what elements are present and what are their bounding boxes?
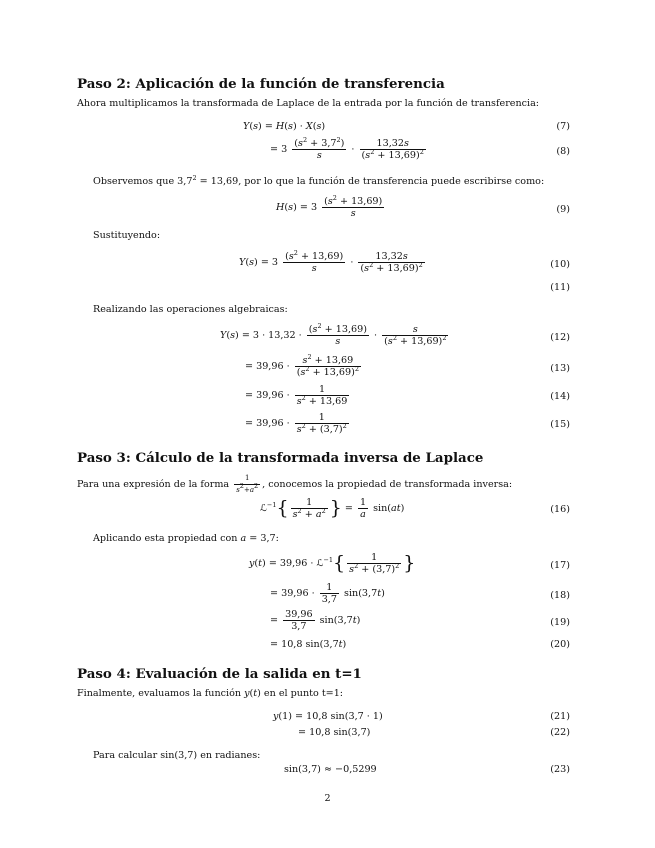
section-heading-paso-2: Paso 2: Aplicación de la función de transferencia — [77, 76, 445, 92]
equation-7: Y(s) = H(s) · X(s) — [243, 121, 326, 132]
paragraph-operaciones: Realizando las operaciones algebraicas: — [93, 304, 288, 315]
section-heading-paso-3: Paso 3: Cálculo de la transformada inversa de Laplace — [77, 450, 484, 466]
paragraph-finalmente: Finalmente, evaluamos la función y(t) en el punto t=1: — [77, 688, 344, 699]
paragraph-forma — [77, 473, 512, 496]
paragraph-calcular: Para calcular sin(3,7) en radianes: — [93, 750, 261, 761]
equation-10: Y(s) = 3 $\frac{(s^2 + 13,69)}{s}$ · $\frac{13,32s}{(s^2 + 13,69)^2}$ — [239, 249, 423, 274]
paragraph-intro-multiplicacion: Ahora multiplicamos la transformada de Laplace de la entrada por la función de transferencia: — [77, 98, 540, 109]
inline-fraction: $\frac{1}{s^2+a^2}$ — [236, 474, 259, 494]
equation-number-8: (8) — [556, 146, 570, 157]
equation-16: ℒ$^{-1}${ $\frac{1}{s^2 + a^2}$ } = $\frac{1}{a}$ sin(at) — [260, 497, 405, 520]
equation-number-7: (7) — [556, 121, 570, 132]
equation-number-12: (12) — [550, 332, 570, 343]
equation-13: = 39,96 · $\frac{s^2 + 13,69}{(s^2 + 13,69)^2}$ — [245, 353, 360, 378]
equation-number-14: (14) — [550, 391, 570, 402]
paragraph-observacion: Observemos que $3,7^2 = 13,69$, por lo que la función de transferencia puede escribirse como: — [93, 174, 545, 187]
equation-number-10: (10) — [550, 259, 570, 270]
equation-number-18: (18) — [550, 590, 570, 601]
paragraph-sustituyendo: Sustituyendo: — [93, 230, 161, 241]
equation-21: y(1) = 10,8 sin(3,7 · 1) — [273, 711, 383, 722]
equation-12: Y(s) = 3 · 13,32 · $\frac{(s^2 + 13,69)}{s}$ · $\frac{s}{(s^2 + 13,69)^2}$ — [220, 322, 447, 347]
equation-number-9: (9) — [556, 204, 570, 215]
equation-9: H(s) = 3 $\frac{(s^2 + 13,69)}{s}$ — [276, 194, 383, 219]
equation-20: = 10,8 sin(3,7t) — [270, 639, 347, 650]
equation-number-15: (15) — [550, 419, 570, 430]
equation-number-13: (13) — [550, 363, 570, 374]
equation-14: = 39,96 · $\frac{1}{s^2 + 13,69}$ — [245, 384, 348, 407]
paragraph-aplicando: Aplicando esta propiedad con a = 3,7: — [93, 533, 279, 544]
equation-15: = 39,96 · $\frac{1}{s^2 + (3,7)^2}$ — [245, 412, 347, 435]
equation-number-16: (16) — [550, 504, 570, 515]
equation-8: = 3 $\frac{(s^2 + 3,7^2)}{s}$ · $\frac{13,32s}{(s^2 + 13,69)^2}$ — [270, 136, 424, 161]
equation-18: = 39,96 · $\frac{1}{3,7}$ sin(3,7t) — [270, 582, 385, 605]
equation-number-11: (11) — [550, 282, 570, 293]
equation-22: = 10,8 sin(3,7) — [298, 727, 371, 738]
equation-17: y(t) = 39,96 · ℒ$^{-1}${ $\frac{1}{s^2 + (3,7)^2}$ } — [249, 552, 416, 575]
equation-number-23: (23) — [550, 764, 570, 775]
equation-number-20: (20) — [550, 639, 570, 650]
equation-19: = $\frac{39,96}{3,7}$ sin(3,7t) — [270, 609, 361, 632]
equation-number-19: (19) — [550, 617, 570, 628]
section-heading-paso-4: Paso 4: Evaluación de la salida en t=1 — [77, 666, 362, 682]
paragraph-forma-pre: Para una expresión de la forma — [77, 479, 233, 490]
equation-number-17: (17) — [550, 560, 570, 571]
equation-number-21: (21) — [550, 711, 570, 722]
page-number: 2 — [324, 793, 331, 804]
equation-number-22: (22) — [550, 727, 570, 738]
paragraph-forma-post: , conocemos la propiedad de transformada inversa: — [262, 479, 513, 490]
equation-23: sin(3,7) ≈ −0,5299 — [284, 764, 377, 775]
